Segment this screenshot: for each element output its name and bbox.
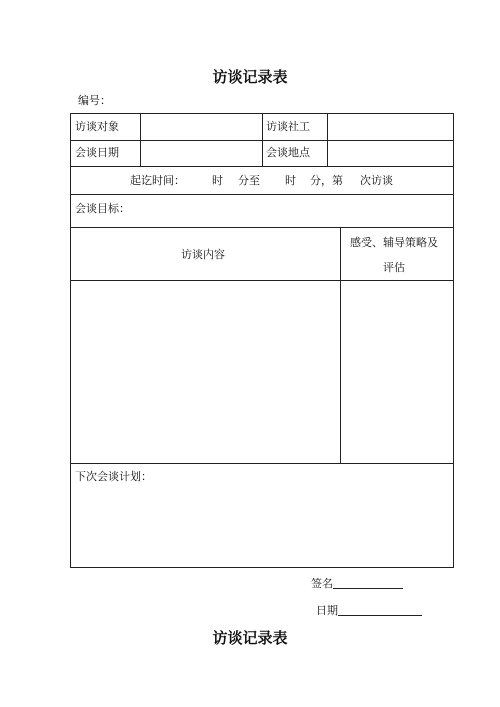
column-divider <box>327 113 328 166</box>
column-divider <box>140 113 141 166</box>
date-label: 日期 <box>316 604 338 617</box>
session-place-label: 会谈地点 <box>266 146 310 159</box>
session-place-field[interactable] <box>329 142 451 165</box>
footer-title: 访谈记录表 <box>212 629 288 647</box>
hour-label: 时 <box>212 174 223 187</box>
session-goal-label: 会谈目标： <box>75 202 130 215</box>
feelings-strategy-header: 感受、辅导策略及 <box>350 236 438 249</box>
social-worker-field[interactable] <box>329 115 451 139</box>
interview-content-header: 访谈内容 <box>181 248 225 261</box>
signature-label: 签名 <box>311 577 333 590</box>
interviewee-field[interactable] <box>142 115 260 139</box>
next-session-plan-label: 下次会谈计划： <box>75 470 152 483</box>
date-row <box>316 603 422 616</box>
row-divider <box>70 166 454 167</box>
row-divider <box>70 463 454 464</box>
column-divider <box>262 113 263 166</box>
session-count-label: 次访谈 <box>360 174 393 187</box>
hour-label: 时 <box>285 174 296 187</box>
interview-content-area[interactable] <box>72 282 338 461</box>
row-divider <box>70 280 454 281</box>
date-line[interactable] <box>338 603 422 616</box>
session-date-label: 会谈日期 <box>75 146 119 159</box>
signature-row <box>311 576 403 589</box>
minute-to-label: 分至 <box>238 174 260 187</box>
session-date-field[interactable] <box>142 142 260 165</box>
minute-session-label: 分，第 <box>310 174 343 187</box>
column-divider <box>340 227 341 463</box>
social-worker-label: 访谈社工 <box>266 120 310 133</box>
feelings-strategy-area[interactable] <box>342 282 451 461</box>
row-divider <box>70 227 454 228</box>
signature-line[interactable] <box>333 576 403 589</box>
evaluation-header: 评估 <box>383 261 405 274</box>
session-goal-field[interactable] <box>132 196 450 225</box>
interviewee-label: 访谈对象 <box>75 120 119 133</box>
next-session-plan-area[interactable] <box>72 486 451 566</box>
form-title: 访谈记录表 <box>212 68 288 86</box>
serial-number-label: 编号： <box>78 94 111 107</box>
start-end-time-label: 起讫时间： <box>130 174 185 187</box>
row-divider <box>70 194 454 195</box>
